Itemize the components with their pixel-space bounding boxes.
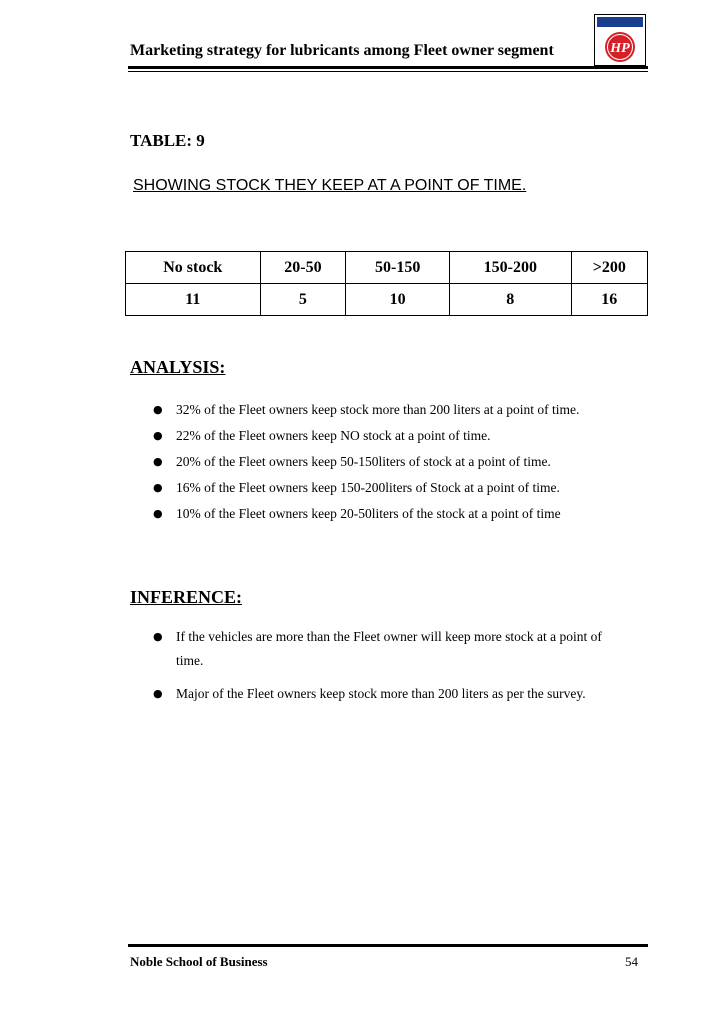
list-item [153, 501, 653, 527]
list-item [153, 423, 653, 449]
bullet-icon: ● [153, 429, 163, 442]
bullet-icon: ● [153, 481, 163, 494]
list-item [153, 475, 653, 501]
list-item-text: 16% of the Fleet owners keep 150-200liters of Stock at a point of time. [176, 480, 560, 495]
table-header-cell: >200 [571, 252, 647, 284]
table-header-cell: No stock [126, 252, 261, 284]
bullet-icon: ● [153, 630, 163, 643]
logo-text: HP [610, 41, 630, 56]
list-item [153, 449, 653, 475]
header-rule-thin [128, 71, 648, 72]
footer-rule [128, 944, 648, 947]
table-cell: 8 [450, 284, 572, 316]
list-item-text: 22% of the Fleet owners keep NO stock at a point of time. [176, 428, 491, 443]
analysis-heading: ANALYSIS: [130, 357, 226, 377]
inference-heading: INFERENCE: [130, 587, 243, 607]
hp-logo [594, 14, 646, 66]
list-item-text: 20% of the Fleet owners keep 50-150liters of stock at a point of time. [176, 454, 551, 469]
table-caption: SHOWING STOCK THEY KEEP AT A POINT OF TIME. [133, 177, 527, 194]
header-title: Marketing strategy for lubricants among Fleet owner segment [130, 42, 554, 59]
bullet-icon: ● [153, 455, 163, 468]
list-item [153, 681, 628, 707]
analysis-list [153, 397, 653, 527]
table-cell: 11 [126, 284, 261, 316]
table-row [126, 284, 648, 316]
table-header-row [126, 252, 648, 284]
list-item-text: 10% of the Fleet owners keep 20-50liters of the stock at a point of time [176, 506, 561, 521]
list-item-text: 32% of the Fleet owners keep stock more than 200 liters at a point of time. [176, 402, 580, 417]
stock-table [125, 251, 648, 316]
list-item-text: If the vehicles are more than the Fleet owner will keep more stock at a point of time. [176, 629, 602, 668]
table-cell: 16 [571, 284, 647, 316]
table-header-cell: 20-50 [260, 252, 346, 284]
list-item [153, 625, 628, 673]
table-cell: 5 [260, 284, 346, 316]
list-item [153, 397, 653, 423]
header-rule [128, 66, 648, 69]
table-cell: 10 [346, 284, 450, 316]
table-header-cell: 150-200 [450, 252, 572, 284]
bullet-icon: ● [153, 403, 163, 416]
table-header-cell: 50-150 [346, 252, 450, 284]
table-label: TABLE: 9 [130, 131, 205, 150]
bullet-icon: ● [153, 507, 163, 520]
list-item-text: Major of the Fleet owners keep stock more than 200 liters as per the survey. [176, 686, 586, 701]
inference-list [153, 625, 628, 707]
hp-logo-mark [595, 15, 645, 65]
footer-school: Noble School of Business [130, 954, 268, 969]
bullet-icon: ● [153, 687, 163, 700]
page-number: 54 [625, 954, 638, 969]
